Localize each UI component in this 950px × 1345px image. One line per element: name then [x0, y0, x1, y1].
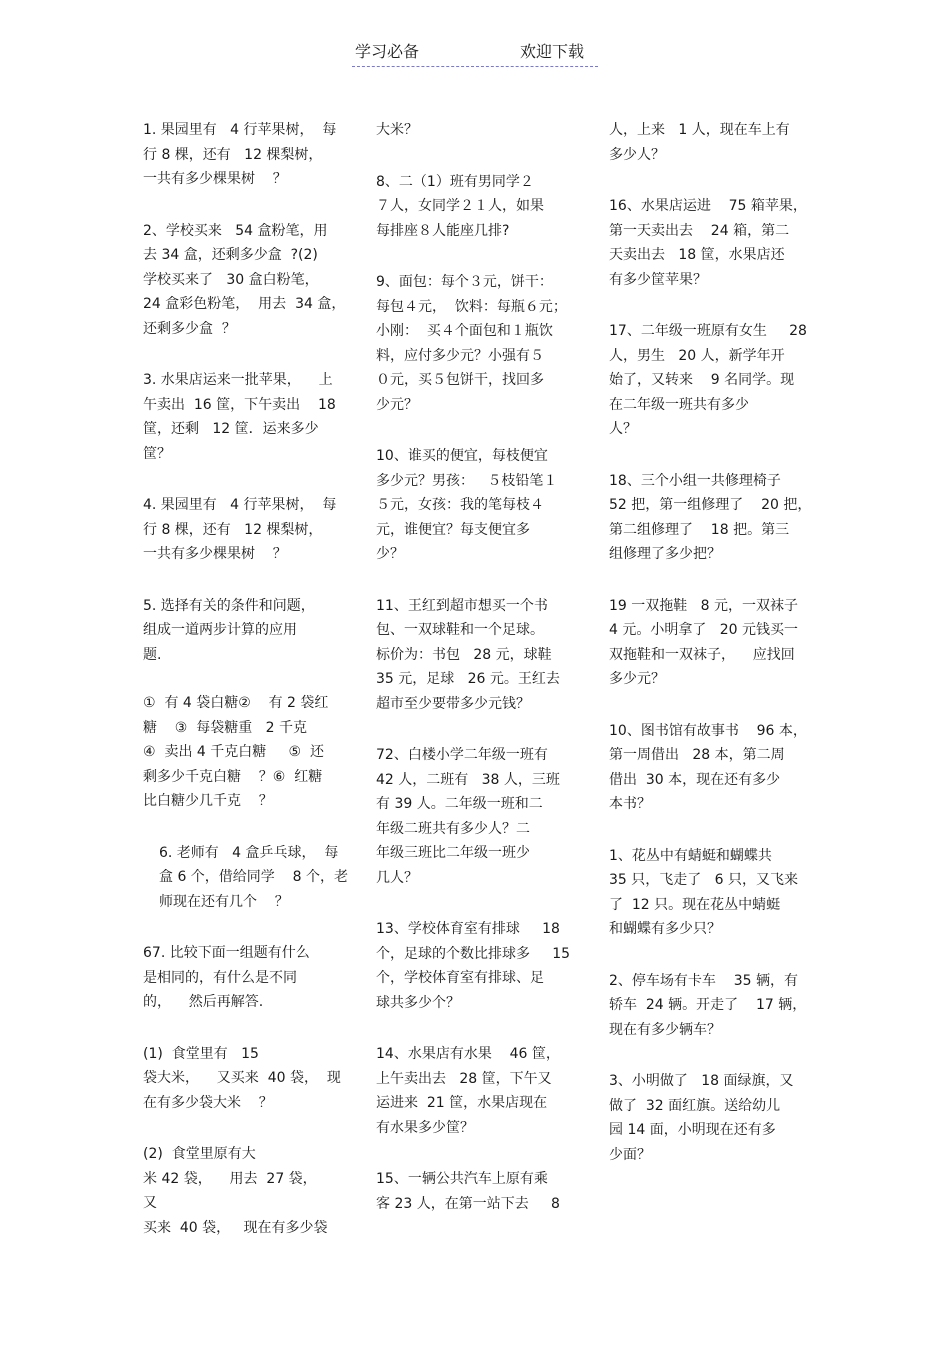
problem-8: 8、二（1）班有男同学２ ７人，女同学２１人，如果 每排座８人能座几排? [376, 173, 544, 239]
problem-18: 18、三个小组一共修理椅子 52 把，第一组修理了 20 把， 第二组修理了 18 把。第三 组修理了多少把？ [609, 472, 812, 562]
header-left-text: 学习必备 [355, 42, 420, 61]
header-right-text: 欢迎下载 [520, 42, 585, 61]
column-1 [143, 118, 348, 1267]
problem-10b: 10、图书馆有故事书 96 本， 第一周借出 28 本，第二周 借出 30 本，现在还有多少 本书？ [609, 722, 807, 812]
column-3 [609, 118, 814, 1194]
problem-10: 10、谁买的便宜，每枝便宜 多少元？男孩： ５枝铅笔１ ５元，女孩：我的笔每枝４ 元，谁便宜？每支便宜多 少？ [376, 448, 558, 562]
problem-2: 2、学校买来 54 盒粉笔，用 去 34 盒，还剩多少盒 ?(2) 学校买来了 30 盒白粉笔， 24 盒彩色粉笔， 用去 34 盒， 还剩多少盒 ？ [143, 222, 346, 337]
problem-14: 14、水果店有水果 46 筐， 上午卖出去 28 筐，下午又 运进来 21 筐，水果店现在 有水果多少筐？ [376, 1046, 560, 1136]
problem-67: 67. 比较下面一组题有什么 是相同的，有什么是不同 的， 然后再解答. [143, 945, 310, 1010]
problem-4: 4. 果园里有 4 行苹果树， 每 行 8 棵，还有 12 棵梨树， 一共有多少棵果树 ？ [143, 497, 337, 562]
problem-67-part-2: (2) 食堂里原有大 米 42 袋， 用去 27 袋， 又 买来 40 袋， 现在有多少袋 [143, 1146, 328, 1236]
problem-3b: 3、小明做了 18 面绿旗，又 做了 32 面红旗。送给幼儿 园 14 面，小明现在还有多 少面？ [609, 1073, 794, 1163]
problem-1: 1. 果园里有 4 行苹果树， 每 行 8 棵，还有 12 棵梨树， 一共有多少棵果树 ？ [143, 122, 337, 187]
problem-3: 3. 水果店运来一批苹果， 上 午卖出 16 筐，下午卖出 18 筐，还剩 12 筐．运来多少 筐？ [143, 372, 336, 462]
problem-1b: 1、花丛中有蜻蜓和蝴蝶共 35 只，飞走了 6 只，又飞来 了 12 只。现在花丛中蜻蜓 和蝴蝶有多少只？ [609, 847, 798, 937]
problem-6: 6. 老师有 4 盒乒乓球， 每 盒 6 个，借给同学 8 个，老 师现在还有几个 ？ [159, 844, 348, 910]
problem-11: 11、王红到超市想买一个书 包、一双球鞋和一个足球。 标价为：书包 28 元，球鞋 35 元，足球 26 元。王红去 超市至少要带多少元钱？ [376, 597, 560, 712]
problem-15: 15、一辆公共汽车上原有乘 客 23 人，在第一站下去 8 [376, 1171, 560, 1212]
problem-2b: 2、停车场有卡车 35 辆，有 轿车 24 辆。开走了 17 辆， 现在有多少辆车？ [609, 972, 807, 1038]
problem-67-part-1: (1) 食堂里有 15 袋大米， 又买来 40 袋， 现 在有多少袋大米 ？ [143, 1045, 341, 1111]
page-header [352, 40, 598, 67]
problem-5: 5. 选择有关的条件和问题， 组成一道两步计算的应用 题. [143, 597, 315, 663]
problem-67-part-2-end: 大米？ [376, 122, 418, 138]
problem-9: 9、面包：每个３元，饼干： 每包４元， 饮料：每瓶６元； 小刚： 买４个面包和１瓶饮 料，应付多少元？小强有５ ０元，买５包饼干，找回多 少元？ [376, 274, 567, 413]
problem-15-end: 人，上来 1 人，现在车上有 多少人？ [609, 122, 790, 163]
problem-16: 16、水果店运进 75 箱苹果， 第一天卖出去 24 箱，第二 天卖出去 18 筐，水果店还 有多少筐苹果？ [609, 198, 807, 288]
problem-13: 13、学校体育室有排球 18 个，足球的个数比排球多 15 个，学校体育室有排球、足 球共多少个？ [376, 921, 571, 1011]
problem-19: 19 一双拖鞋 8 元，一双袜子 4 元。小明拿了 20 元钱买一 双拖鞋和一双袜子， 应找回 多少元？ [609, 597, 798, 687]
problem-5-options: ① 有 4 袋白糖② 有 2 袋红 糖 ③ 每袋糖重 2 千克 ④ 卖出 4 千克白糖 ⑤ 还 剩多少千克白糖 ？⑥ 红糖 比白糖少几千克 ？ [143, 695, 329, 809]
problem-17: 17、二年级一班原有女生 28 人，男生 20 人，新学年开 始了，又转来 9 名同学。现 在二年级一班共有多少 人？ [609, 323, 807, 437]
column-2 [376, 118, 576, 1243]
problem-72: 72、白楼小学二年级一班有 42 人，二班有 38 人，三班 有 39 人。二年级一班和二 年级二班共有多少人？二 年级三班比二年级一班少 几人？ [376, 747, 560, 886]
